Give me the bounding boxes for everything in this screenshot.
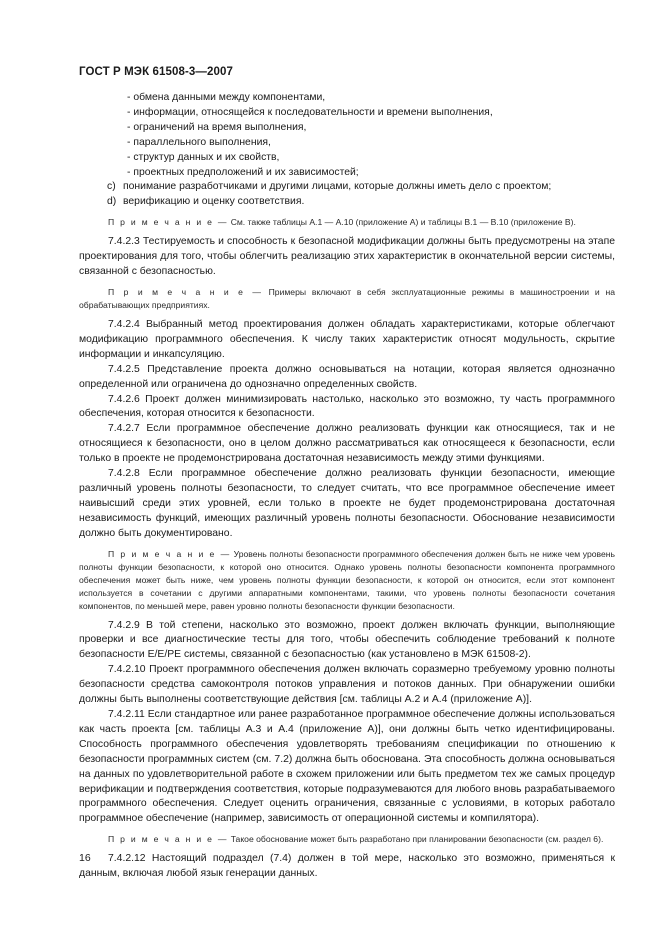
paragraph-7-4-2-7: 7.4.2.7 Если программное обеспечение должно реализовать функции как относящиеся, так и не относящиеся к безопасности, оно в целом должно рассматриваться как относящееся к безопасности, если только в проекте не продемонстрирована достаточная независимость между этими функциями. (79, 423, 615, 465)
note-text: Уровень полноты безопасности программного обеспечения должен быть не ниже чем уровень полноты функции безопасности, к которой оно относится. Однако уровень полноты безопасности компонента программного обеспечения может быть ниже, чем уровень полноты функции безопасности, к которой он относится, если этот компонент используется в сочетании с другими аппаратными компонентами, такими, что уровень полноты безопасности сочетания компонентов, по меньшей мере, равен уровню полноты безопасности функции безопасности. (79, 548, 615, 611)
note-label: П р и м е ч а н и е — (108, 548, 231, 559)
paragraph-7-4-2-8: 7.4.2.8 Если программное обеспечение должно реализовать функции безопасности, имеющие различный уровень полноты безопасности, то следует считать, что все программное обеспечение имеет наивысший среди этих уровней, если только в проекте не будет продемонстрирована достаточная независимость функций, имеющих различный уровень полноты безопасности. Обоснование независимости должно быть документировано. (79, 468, 615, 539)
note-3 (79, 548, 615, 613)
paragraph-7-4-2-5: 7.4.2.5 Представление проекта должно основываться на нотации, которая является однозначно определенной или ограничена до однозначно определенных свойств. (79, 363, 615, 390)
note-1 (79, 216, 615, 229)
list-marker: d) (107, 196, 117, 208)
list-item: - информации, относящейся к последовательности и времени выполнения, (127, 106, 493, 118)
list-item: - структур данных и их свойств, (127, 151, 280, 163)
note-text: Такое обоснование может быть разработано при планировании безопасности (см. раздел 6). (230, 834, 604, 845)
paragraph-7-4-2-3: 7.4.2.3 Тестируемость и способность к безопасной модификации должны быть предусмотрены на этапе проектирования для того, чтобы облегчить реализацию этих характеристик в окончательной версии системы, связанной с безопасностью. (79, 236, 615, 278)
list-item: - обмена данными между компонентами, (127, 92, 326, 103)
note-4 (79, 833, 615, 846)
paragraph-7-4-2-11: 7.4.2.11 Если стандартное или ранее разработанное программное обеспечение должны использоваться как часть проекта [см. таблицы А.3 и А.4 (приложение А)], они должны быть четко идентифицированы. Способность программного обеспечения удовлетворять требованиям спецификации по отношению к безопасности программных систем (см. 7.2) должна быть обоснована. Эта способность должна основываться на данных по удовлетворительной работе в схожем приложении или быть предметом тех же самых процедур верификации и подтверждения соответствия, которые подразумеваются для любого вновь разрабатываемого программного обеспечения. Следует оценить ограничения, связанные с условиями, в которых работало программное обеспечение (например, зависимость от операционной системы и компилятора). (79, 709, 615, 825)
note-label: П р и м е ч а н и е — (108, 217, 229, 228)
paragraph-7-4-2-10: 7.4.2.10 Проект программного обеспечения должен включать соразмерно требуемому уровню полноты безопасности средства самоконтроля потоков управления и потоков данных. При обнаружении ошибки должны быть выполнены соответствующие действия [см. таблицы А.2 и А.4 (приложение А)]. (79, 664, 615, 706)
note-label: П р и м е ч а н и е — (108, 286, 263, 297)
paragraph-7-4-2-4: 7.4.2.4 Выбранный метод проектирования должен обладать характеристиками, которые облегчают модификацию программного обеспечения. К числу таких характеристик относят модульность, скрытие информации и инкапсуляцию. (79, 318, 615, 360)
list-text: верификацию и оценку соответствия. (123, 196, 305, 208)
paragraph-7-4-2-6: 7.4.2.6 Проект должен минимизировать настолько, насколько это возможно, ту часть программного обеспечения, которая относится к безопасности. (79, 393, 615, 420)
note-label: П р и м е ч а н и е — (108, 834, 229, 845)
list-item-c (79, 180, 615, 195)
list-item-d (79, 195, 615, 210)
list-marker: c) (107, 181, 116, 193)
page-number: 16 (79, 852, 91, 864)
list-item: - ограничений на время выполнения, (127, 121, 307, 133)
note-text: См. также таблицы А.1 — А.10 (приложение А) и таблицы В.1 — В.10 (приложение В). (230, 217, 576, 228)
paragraph-7-4-2-12: 7.4.2.12 Настоящий подраздел (7.4) должен в той мере, насколько это возможно, применяться к данным, включая любой язык генерации данных. (79, 853, 615, 880)
page-header: ГОСТ Р МЭК 61508-3—2007 (79, 66, 233, 78)
list-text: понимание разработчиками и другими лицами, которые должны иметь дело с проектом; (123, 181, 552, 193)
page-body (79, 91, 615, 882)
note-2 (79, 286, 615, 312)
note-text: Примеры включают в себя эксплуатационные режимы в машиностроении и на обрабатывающих предприятиях. (79, 286, 616, 310)
list-item: - проектных предположений и их зависимостей; (127, 166, 359, 178)
paragraph-7-4-2-9: 7.4.2.9 В той степени, насколько это возможно, проект должен включать функции, выполняющие проверки и все диагностические тесты для того, чтобы обеспечить соблюдение требований к полноте безопасности Е/Е/РЕ системы, связанной с безопасностью (как установлено в МЭК 61508-2). (79, 619, 615, 661)
list-item: - параллельного выполнения, (127, 136, 271, 148)
